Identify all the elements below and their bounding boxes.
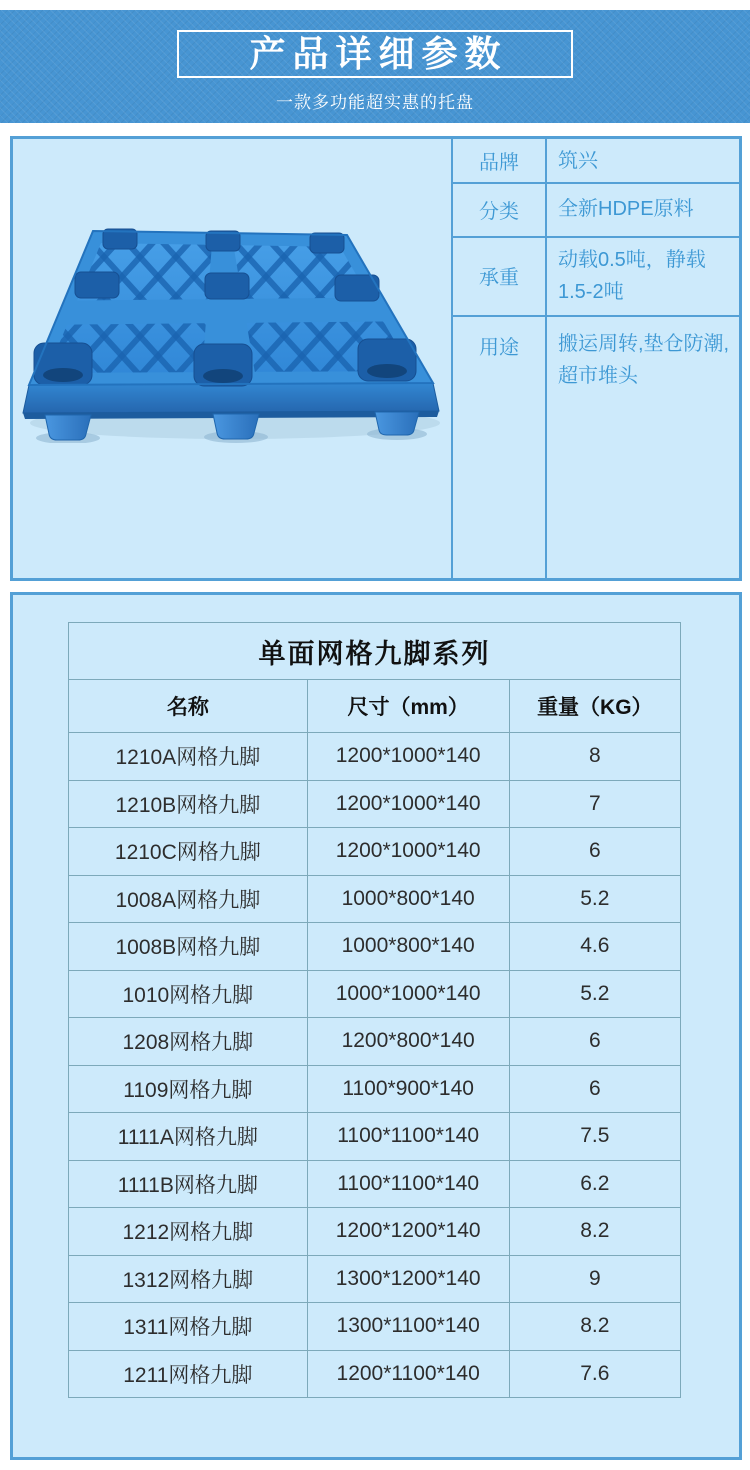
table-cell: 1210A网格九脚: [69, 733, 308, 781]
series-card: [10, 592, 742, 1460]
spec-label: 品牌: [479, 152, 519, 174]
table-cell: 8: [509, 733, 680, 781]
table-cell: 1008B网格九脚: [69, 923, 308, 971]
product-card: [10, 136, 742, 581]
spec-label: 用途: [479, 337, 519, 359]
spec-value: 动载0.5吨，静载1.5-2吨: [558, 248, 706, 303]
table-cell: 1208网格九脚: [69, 1018, 308, 1066]
spec-row-category: [13, 182, 739, 236]
table-cell: 1100*900*140: [307, 1065, 509, 1113]
title-box: [177, 30, 573, 78]
series-table: [68, 622, 681, 1398]
table-cell: 1100*1100*140: [307, 1160, 509, 1208]
table-row: [69, 1350, 681, 1398]
page-title: 产品详细参数: [249, 33, 508, 74]
table-row: [69, 970, 681, 1018]
table-cell: 1300*1100*140: [307, 1303, 509, 1351]
spec-row-load: [13, 236, 739, 315]
table-cell: 1200*1200*140: [307, 1208, 509, 1256]
spec-value: 筑兴: [558, 149, 598, 172]
spec-row-brand: [13, 139, 739, 182]
table-cell: 1109网格九脚: [69, 1065, 308, 1113]
table-cell: 6.2: [509, 1160, 680, 1208]
table-cell: 1210B网格九脚: [69, 780, 308, 828]
table-cell: 7: [509, 780, 680, 828]
table-cell: 1200*800*140: [307, 1018, 509, 1066]
table-cell: 7.5: [509, 1113, 680, 1161]
banner-subtitle: 一款多功能超实惠的托盘: [276, 93, 474, 112]
table-cell: 1300*1200*140: [307, 1255, 509, 1303]
table-row: [69, 1018, 681, 1066]
table-cell: 1000*1000*140: [307, 970, 509, 1018]
table-cell: 1211网格九脚: [69, 1350, 308, 1398]
table-row: [69, 1113, 681, 1161]
table-cell: 9: [509, 1255, 680, 1303]
table-row: [69, 1065, 681, 1113]
table-cell: 6: [509, 828, 680, 876]
table-cell: 8.2: [509, 1303, 680, 1351]
table-cell: 1212网格九脚: [69, 1208, 308, 1256]
table-cell: 1200*1000*140: [307, 828, 509, 876]
spec-label: 承重: [479, 267, 519, 289]
col-header-name: 名称: [69, 680, 308, 733]
spec-row-usage: [13, 315, 739, 578]
table-cell: 6: [509, 1065, 680, 1113]
table-cell: 1111A网格九脚: [69, 1113, 308, 1161]
table-row: [69, 1160, 681, 1208]
table-row: [69, 828, 681, 876]
series-table-header-row: [69, 680, 681, 733]
table-cell: 5.2: [509, 970, 680, 1018]
table-cell: 4.6: [509, 923, 680, 971]
spec-label: 分类: [479, 200, 519, 223]
table-cell: 1200*1100*140: [307, 1350, 509, 1398]
series-table-title-row: [69, 623, 681, 680]
table-cell: 1111B网格九脚: [69, 1160, 308, 1208]
banner: [0, 10, 750, 123]
table-cell: 1008A网格九脚: [69, 875, 308, 923]
table-cell: 1010网格九脚: [69, 970, 308, 1018]
spec-value: 全新HDPE原料: [558, 198, 694, 220]
col-header-weight: 重量（KG）: [509, 680, 680, 733]
table-row: [69, 1208, 681, 1256]
spec-value: 搬运周转,垫仓防潮,超市堆头: [558, 333, 730, 387]
series-table-title: 单面网格九脚系列: [69, 623, 681, 680]
col-header-size: 尺寸（mm）: [307, 680, 509, 733]
table-row: [69, 875, 681, 923]
table-row: [69, 733, 681, 781]
table-cell: 7.6: [509, 1350, 680, 1398]
table-row: [69, 780, 681, 828]
table-cell: 5.2: [509, 875, 680, 923]
table-cell: 1311网格九脚: [69, 1303, 308, 1351]
table-cell: 8.2: [509, 1208, 680, 1256]
table-row: [69, 1303, 681, 1351]
table-row: [69, 923, 681, 971]
table-cell: 1312网格九脚: [69, 1255, 308, 1303]
table-cell: 1000*800*140: [307, 923, 509, 971]
table-cell: 1200*1000*140: [307, 733, 509, 781]
table-cell: 6: [509, 1018, 680, 1066]
table-cell: 1000*800*140: [307, 875, 509, 923]
table-row: [69, 1255, 681, 1303]
table-cell: 1200*1000*140: [307, 780, 509, 828]
table-cell: 1100*1100*140: [307, 1113, 509, 1161]
table-cell: 1210C网格九脚: [69, 828, 308, 876]
